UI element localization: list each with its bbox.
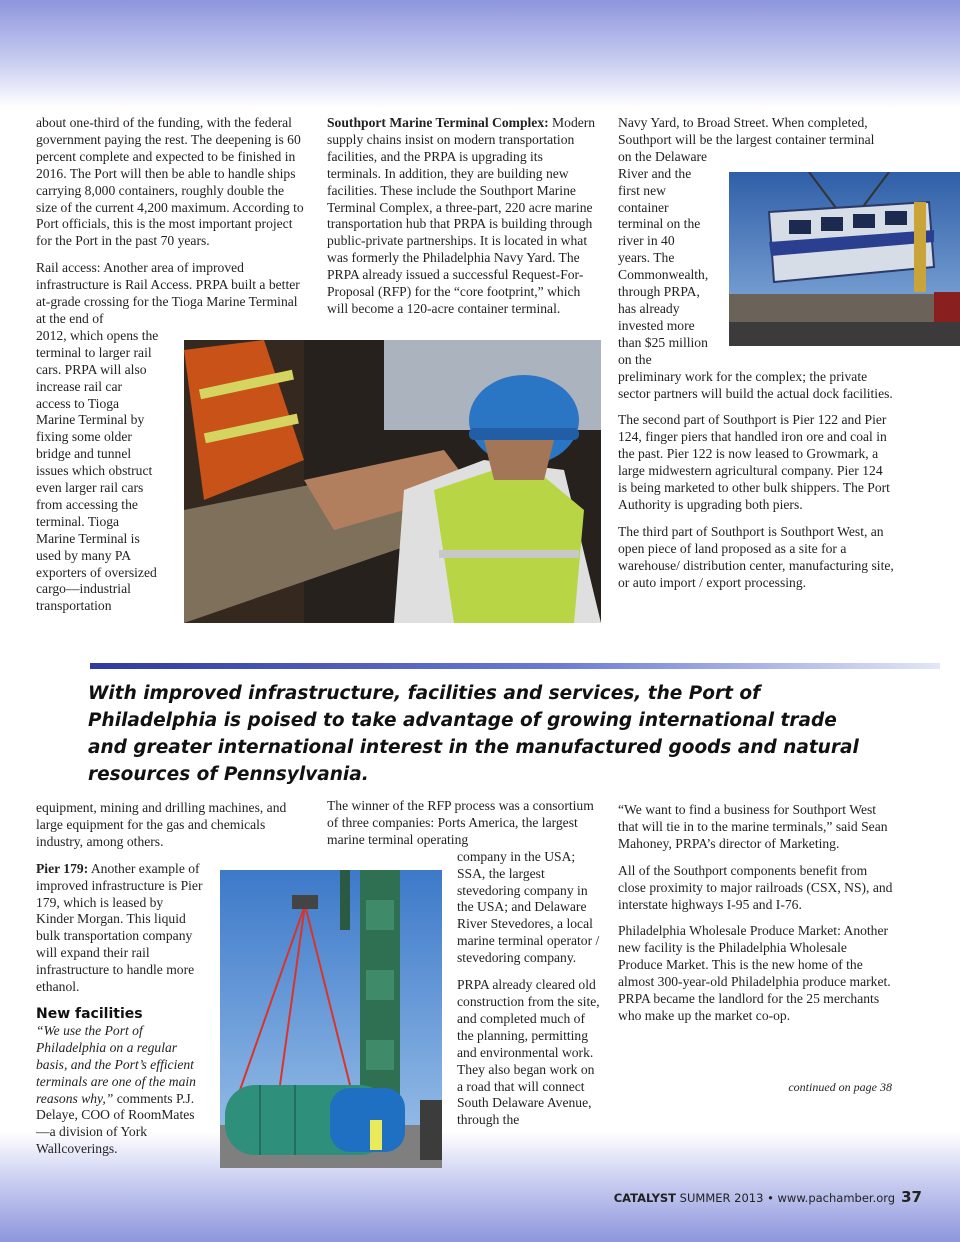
rail-access-wrap	[36, 328, 186, 615]
text-line: bridge and tunnel	[36, 446, 132, 462]
paragraph-southport-west: The third part of Southport is Southport West, an open piece of land proposed as a site for a warehouse/ distribution center, manufacturing site, or auto import / export processing.	[618, 523, 894, 590]
text-line: Commonwealth,	[618, 267, 709, 283]
paragraph-proximity: All of the Southport components benefit from close proximity to major railroads (CSX, NS), and interstate highways I-95 and I-76.	[618, 862, 893, 912]
southport-heading: Southport Marine Terminal Complex:	[327, 115, 549, 130]
text-line: from accessing the	[36, 496, 138, 512]
column-2	[327, 115, 599, 328]
pull-quote: With improved infrastructure, facilities and services, the Port of Philadelphia is poised to take advantage of growing international trade and greater international interest in the manufactured goods and natural resources of Pennsylvania.	[88, 683, 859, 785]
paragraph-rfp-winner-lead: The winner of the RFP process was a consortium of three companies: Ports America, the largest marine terminal operating	[327, 798, 594, 847]
paragraph-piers: The second part of Southport is Pier 122 and Pier 124, finger piers that handled iron ore and coal in the past. Pier 122 is now leased to Growmark, a large midwestern agricultural company. Pier 124 is being marketed to other bulk shippers. The Port Authority is upgrading both piers.	[618, 412, 890, 512]
text-line: on the Delaware	[618, 148, 708, 164]
text-line: on the	[618, 351, 652, 367]
text-line: used by many PA	[36, 547, 132, 563]
col3-wrap	[618, 166, 728, 369]
text-line: transportation	[36, 598, 112, 614]
text-line: Marine Terminal by	[36, 412, 145, 428]
page-number: 37	[901, 1188, 922, 1206]
paragraph-site-work: PRPA already cleared old construction from the site, and completed much of the planning, permitting and environmental work. They also began work on a road that will connect South Delaware Avenue, through the	[457, 977, 600, 1128]
railcar-crane-photo	[729, 172, 960, 346]
paragraph-pier-179	[36, 861, 204, 996]
pull-quote-divider	[90, 663, 940, 669]
text-line: 2012, which opens the	[36, 327, 159, 343]
text-line: fixing some older	[36, 429, 132, 445]
text-line: terminal. Tioga	[36, 513, 120, 529]
paragraph-mahoney-quote: “We want to find a business for Southport West that will tie in to the marine terminals,” said Sean Mahoney, PRPA’s director of Marketing.	[618, 802, 888, 851]
text-line: cars. PRPA will also	[36, 361, 147, 377]
text-line: even larger rail cars	[36, 480, 144, 496]
text-line: first new	[618, 182, 666, 198]
text-line: access to Tioga	[36, 395, 120, 411]
text-line: through PRPA,	[618, 284, 700, 300]
paragraph-produce-market: Philadelphia Wholesale Produce Market: Another new facility is the Philadelphia Wholesale Produce Market. This is the new home of the almost 300-year-old Philadelphia produce market. PRPA became the landlord for the 25 merchants who make up the market co-op.	[618, 923, 891, 1023]
text-line: terminal to larger rail	[36, 344, 152, 360]
text-line: than $25 million	[618, 334, 708, 350]
text-line: Southport will be the largest container terminal	[618, 131, 875, 147]
continued-note: continued on page 38	[788, 1080, 892, 1094]
page-footer	[600, 1188, 922, 1206]
worker-hardhat-photo	[184, 340, 601, 623]
new-facilities-heading: New facilities	[36, 1005, 143, 1022]
top-gradient-band	[0, 0, 960, 108]
text-line: issues which obstruct	[36, 463, 153, 479]
paragraph-southport	[327, 115, 599, 318]
paragraph-channel-deepening: about one-third of the funding, with the federal government paying the rest. The deepening is 60 percent complete and expected to be finished in 2016. The Port will then be able to handle ships carrying 8,000 containers, roughly double the size of the current 4,200 maximum. According to Port officials, this is the most important project for the Port in the past 70 years.	[36, 115, 304, 249]
text-line: years. The	[618, 250, 675, 266]
pier-179-body: Another example of improved infrastructure is Pier 179, which is leased by Kinder Morgan. This liquid bulk transportation company will expand their rail infrastructure to handle more ethanol.	[36, 860, 203, 995]
quote-attribution: comments P.J. Delaye, COO of RoomMates—a division of York Wallcoverings.	[36, 1090, 195, 1157]
text-line: terminal on the	[618, 216, 701, 232]
paragraph-roommates-quote	[36, 1023, 208, 1158]
paragraph-rail-access-lead: Rail access: Another area of improved infrastructure is Rail Access. PRPA built a better at-grade crossing for the Tioga Marine Terminal at the end of	[36, 260, 300, 326]
column-6	[618, 802, 894, 1035]
column-5	[327, 798, 603, 1139]
pier-179-heading: Pier 179:	[36, 860, 89, 876]
paragraph-rfp-winner-rest: company in the USA; SSA, the largest stevedoring company in the USA; and Delaware River Stevedores, a local marine terminal operator / stevedoring company.	[457, 848, 600, 966]
quote-italic: “We use the Port of Philadelphia on a regular basis, and the Port’s efficient terminals are one of the main reasons why,”	[36, 1022, 196, 1106]
paragraph-equipment: equipment, mining and drilling machines, and large equipment for the gas and chemicals industry, among others.	[36, 800, 287, 849]
magazine-name: CATALYST	[613, 1191, 677, 1205]
text-line: invested more	[618, 317, 695, 333]
issue-and-url: SUMMER 2013 • www.pachamber.org	[676, 1191, 896, 1205]
text-line: Navy Yard, to Broad Street. When completed,	[618, 115, 868, 130]
text-line: container	[618, 199, 669, 215]
text-line: River and the	[618, 165, 692, 181]
text-line: exporters of oversized	[36, 564, 157, 580]
text-line: Marine Terminal is	[36, 530, 140, 546]
text-line: has already	[618, 300, 680, 316]
text-line: river in 40	[618, 233, 675, 249]
text-line: increase rail car	[36, 378, 123, 394]
paragraph-preliminary: preliminary work for the complex; the private sector partners will build the actual dock facilities.	[618, 368, 893, 401]
text-line: cargo—industrial	[36, 581, 131, 597]
southport-body: Modern supply chains insist on modern transportation facilities, and the PRPA is upgrading its terminals. In addition, they are building new facilities. These include the Southport Marine Terminal Complex, a three-part, 220 acre marine transportation hub that PRPA is building through public-private partnerships. It is located in what was formerly the Philadelphia Navy Yard. The PRPA already issued a successful Request-For-Proposal (RFP) for the “core footprint,” which will become a 120-acre container terminal.	[327, 115, 596, 316]
